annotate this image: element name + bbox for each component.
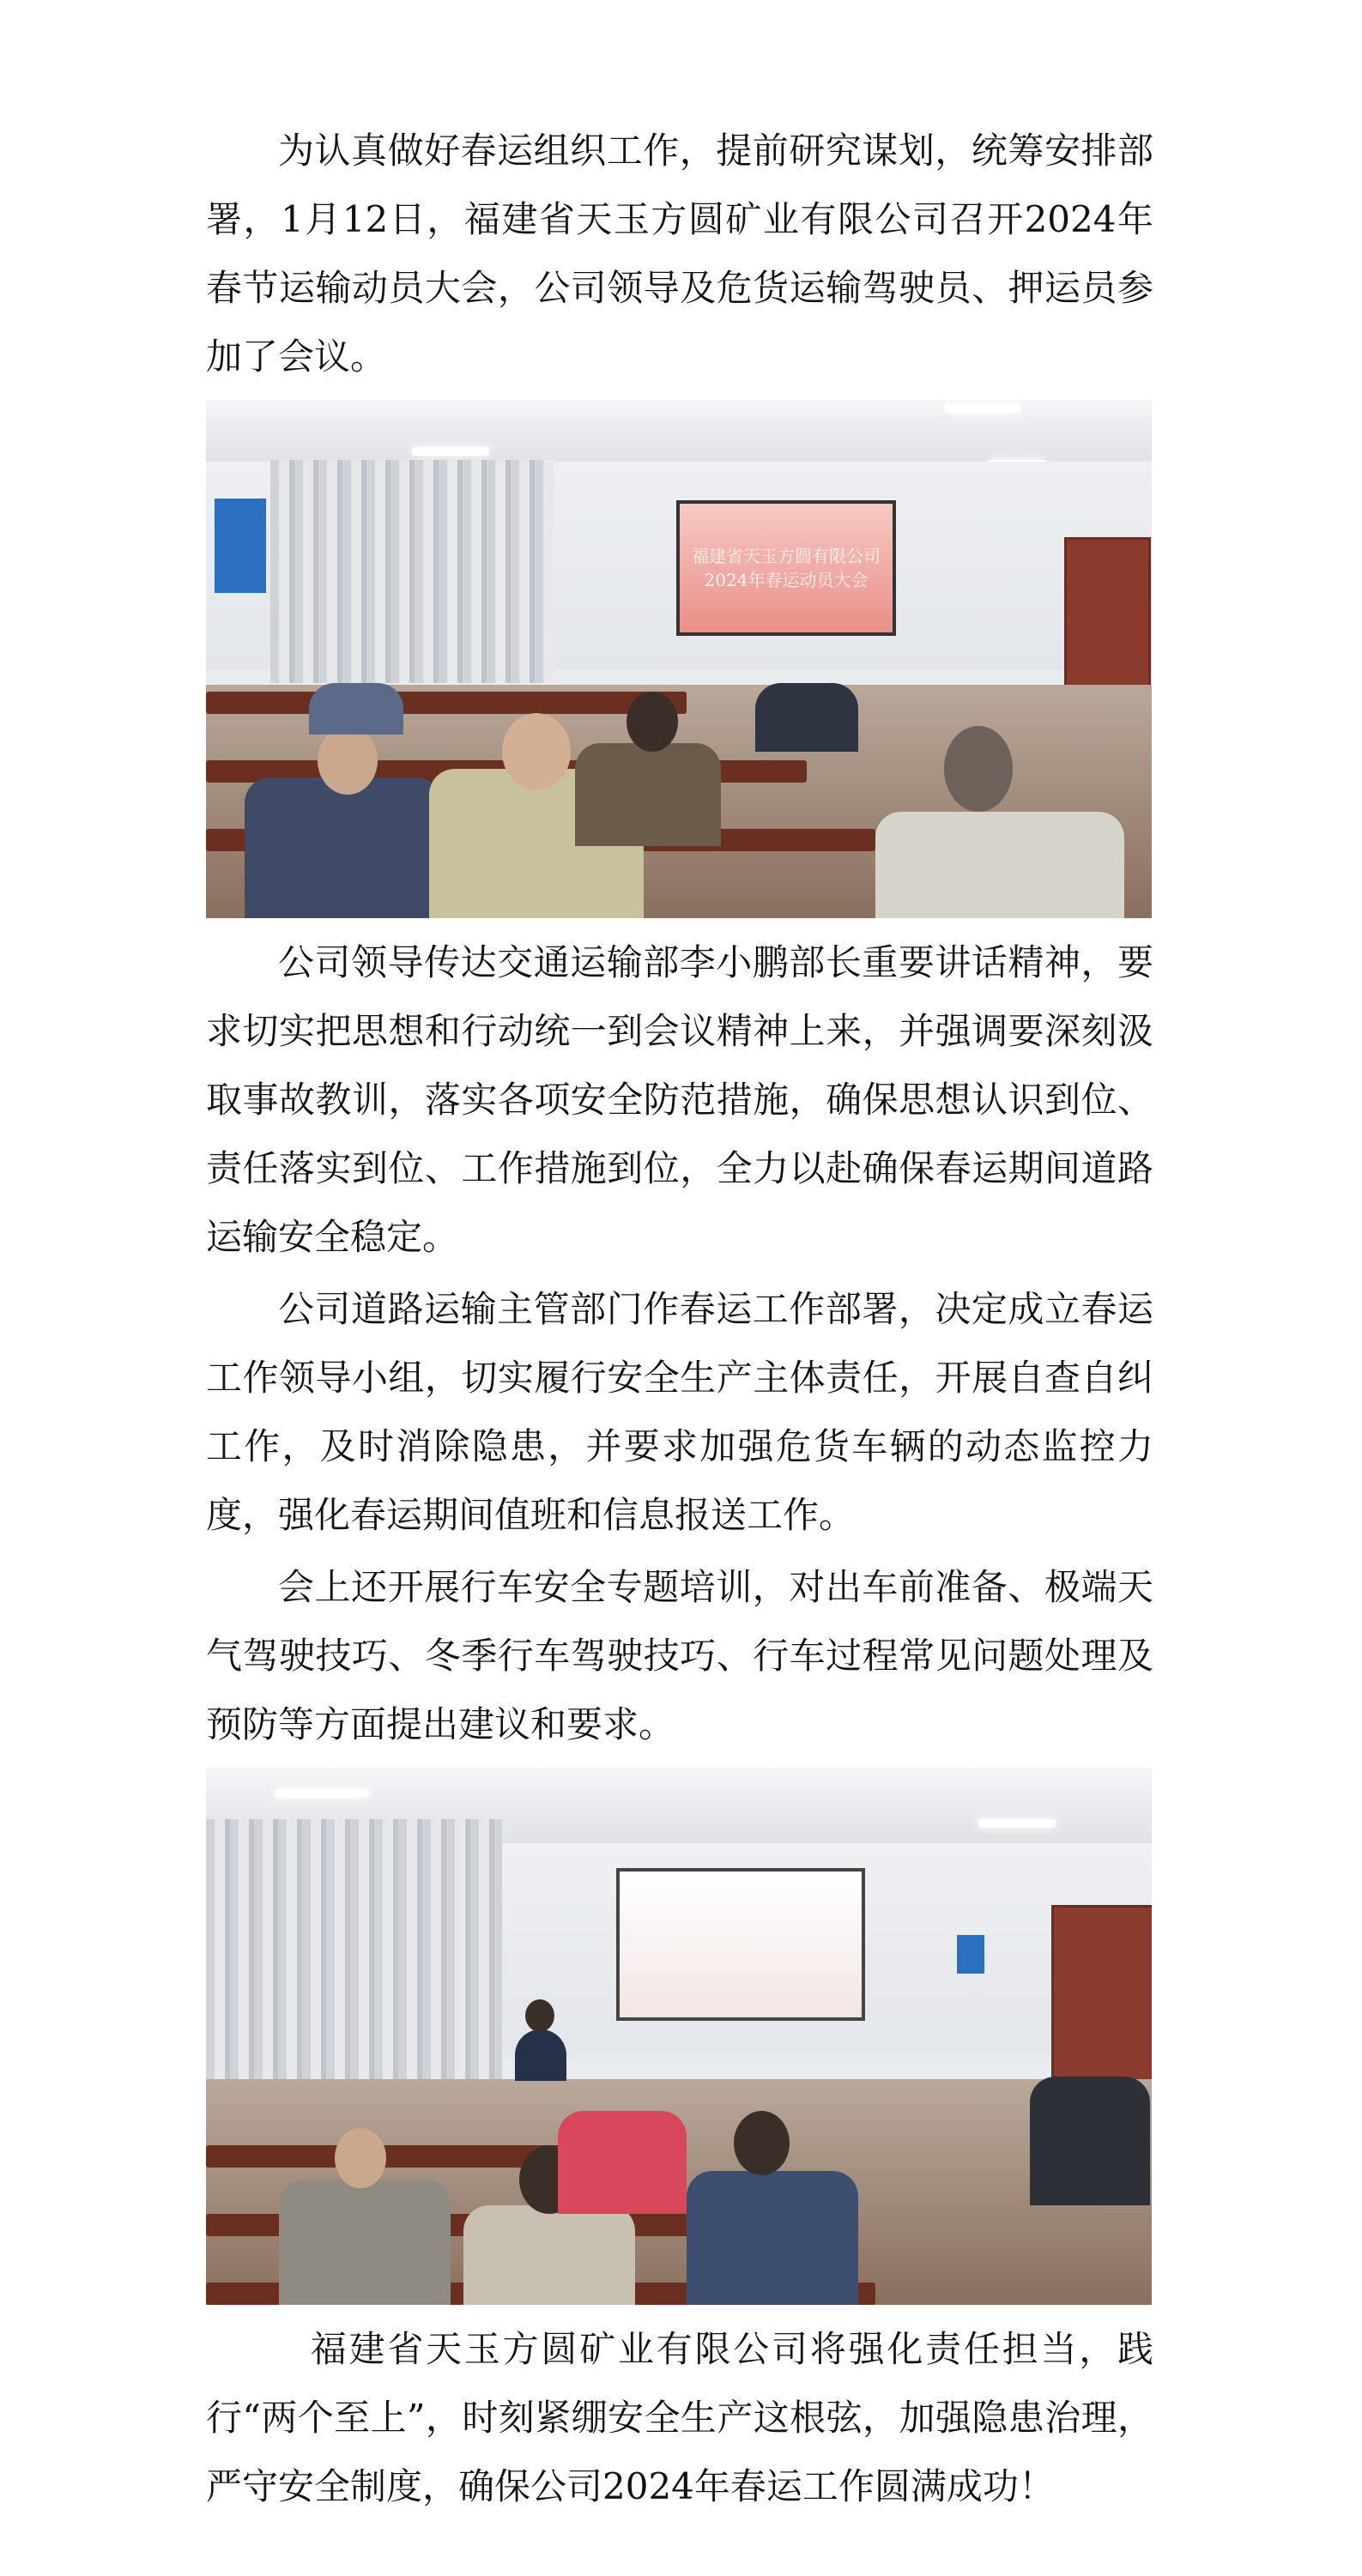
- paragraph-leadership-speech: 公司领导传达交通运输部李小鹏部长重要讲话精神，要求切实把思想和行动统一到会议精神上来，并强调要深刻汲取事故教训，落实各项安全防范措施，确保思想认识到位、责任落实到位、工作措施到位，全力以赴确保春运期间道路运输安全稳定。: [206, 941, 1153, 1258]
- projector-screen-2: [616, 1868, 865, 2021]
- paragraph-safety-training: 会上还开展行车安全专题培训，对出车前准备、极端天气驾驶技巧、冬季行车驾驶技巧、行车过程常见问题处理及预防等方面提出建议和要求。: [206, 1566, 1153, 1745]
- screen-title: 福建省天玉方圆有限公司: [692, 546, 881, 566]
- paragraph-conclusion: 福建省天玉方圆矿业有限公司将强化责任担当，践行“两个至上”，时刻紧绷安全生产这根弦，加强隐患治理，严守安全制度，确保公司2024年春运工作圆满成功！: [206, 2328, 1153, 2507]
- paragraph-intro: 为认真做好春运组织工作，提前研究谋划，统筹安排部署，1月12日，福建省天玉方圆矿业有限公司召开2024年春节运输动员大会，公司领导及危货运输驾驶员、押运员参加了会议。: [206, 130, 1153, 378]
- projector-screen: [676, 500, 896, 636]
- meeting-photo-2: [206, 1768, 1152, 2305]
- document-body: [206, 0, 1153, 2576]
- screen-subtitle: 2024年春运动员大会: [704, 570, 869, 590]
- meeting-photo-1: [206, 400, 1152, 918]
- paragraph-work-deployment: 公司道路运输主管部门作春运工作部署，决定成立春运工作领导小组，切实履行安全生产主体责任，开展自查自纠工作，及时消除隐患，并要求加强危货车辆的动态监控力度，强化春运期间值班和信息报送工作。: [206, 1288, 1153, 1536]
